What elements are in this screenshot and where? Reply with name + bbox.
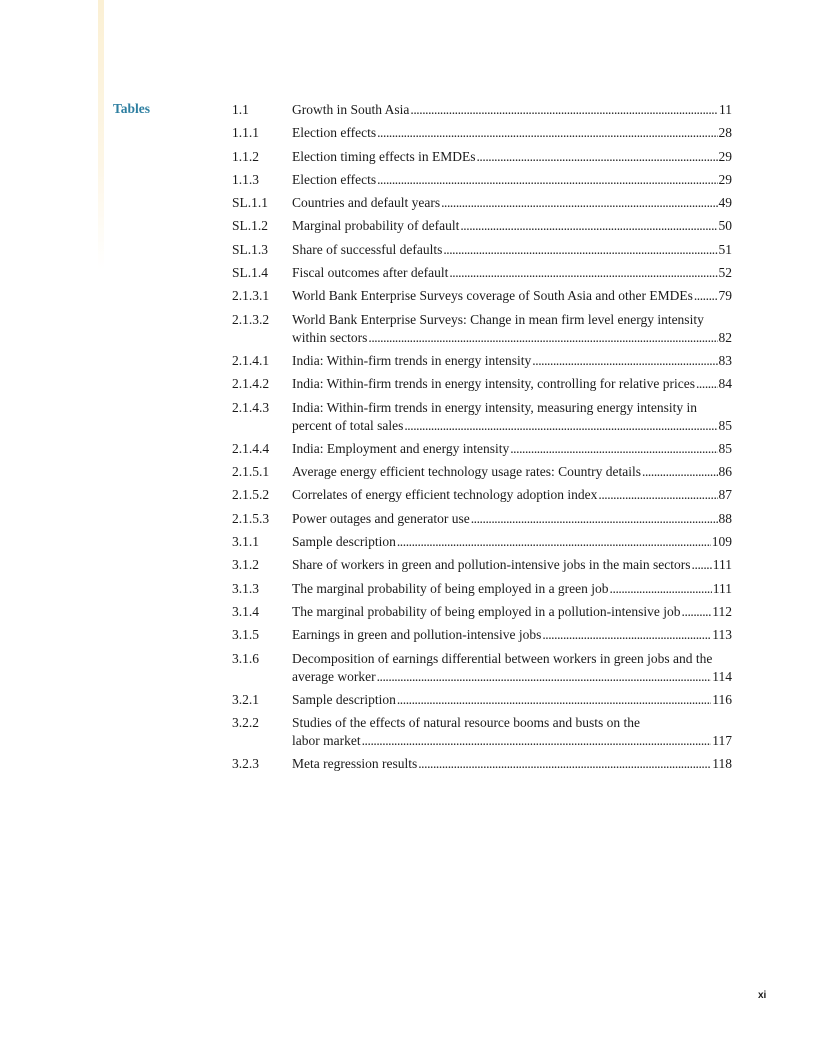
dot-leader xyxy=(460,217,717,235)
table-number: SL.1.3 xyxy=(232,241,269,257)
table-number: 3.1.6 xyxy=(232,650,259,666)
table-title: average worker xyxy=(292,668,376,684)
table-title: Meta regression results xyxy=(292,756,418,772)
page-reference: 109 xyxy=(711,534,732,550)
table-entry[interactable] xyxy=(232,311,732,347)
table-title: Share of workers in green and pollution-intensive jobs in the main sectors xyxy=(292,557,691,573)
table-title: Fiscal outcomes after default xyxy=(292,265,449,281)
dot-leader xyxy=(532,352,717,370)
dot-leader xyxy=(441,194,717,212)
table-entry[interactable] xyxy=(232,287,732,305)
dot-leader xyxy=(598,486,717,504)
table-title: Studies of the effects of natural resource booms and busts on the xyxy=(292,715,641,731)
table-entry[interactable] xyxy=(232,603,732,621)
page-reference: 83 xyxy=(718,352,732,368)
dot-leader xyxy=(476,148,717,166)
table-number: 2.1.5.2 xyxy=(232,487,270,503)
table-title: India: Within-firm trends in energy intensity, measuring energy intensity in xyxy=(292,399,698,415)
table-title: Growth in South Asia xyxy=(292,102,410,117)
section-label-tables: Tables xyxy=(113,101,151,116)
page-reference: 11 xyxy=(719,102,732,117)
table-title: Average energy efficient technology usage rates: Country details xyxy=(292,464,642,480)
table-entry[interactable] xyxy=(232,440,732,458)
dot-leader xyxy=(410,101,718,119)
table-entry[interactable] xyxy=(232,533,732,551)
page-reference: 111 xyxy=(712,580,732,596)
page-reference: 88 xyxy=(718,510,732,526)
table-title: Election effects xyxy=(292,125,377,141)
table-number: 3.1.1 xyxy=(232,534,259,550)
table-title: World Bank Enterprise Surveys: Change in mean firm level energy intensity xyxy=(292,311,704,327)
dot-leader xyxy=(642,463,717,481)
table-entry[interactable] xyxy=(232,626,732,644)
table-title: Decomposition of earnings differential between workers in green jobs and the xyxy=(292,650,713,666)
dot-leader xyxy=(443,241,717,259)
table-entry[interactable] xyxy=(232,486,732,504)
page-reference: 116 xyxy=(712,691,732,707)
table-entry[interactable] xyxy=(232,171,732,189)
table-entry[interactable] xyxy=(232,352,732,370)
table-title: Election effects xyxy=(292,171,377,187)
table-entry[interactable] xyxy=(232,580,732,598)
table-title: The marginal probability of being employed in a pollution-intensive job xyxy=(292,603,681,619)
dot-leader xyxy=(362,732,712,750)
dot-leader xyxy=(542,626,711,644)
table-title: percent of total sales xyxy=(292,417,404,433)
table-entry[interactable] xyxy=(232,650,732,686)
table-title: India: Employment and energy intensity xyxy=(292,440,510,456)
table-entry[interactable] xyxy=(232,148,732,166)
dot-leader xyxy=(377,171,717,189)
table-number: 2.1.5.3 xyxy=(232,510,270,526)
table-entry[interactable] xyxy=(232,217,732,235)
table-entry[interactable] xyxy=(232,755,732,773)
table-title: Election timing effects in EMDEs xyxy=(292,148,476,164)
dot-leader xyxy=(377,124,717,142)
table-number: SL.1.2 xyxy=(232,218,269,234)
dot-leader xyxy=(368,329,717,347)
page-reference: 113 xyxy=(712,627,732,643)
table-number: 2.1.4.3 xyxy=(232,399,270,415)
dot-leader xyxy=(397,533,711,551)
page-reference: 114 xyxy=(712,668,732,684)
table-entry[interactable] xyxy=(232,714,732,750)
table-entry[interactable] xyxy=(232,101,732,119)
table-number: 3.1.2 xyxy=(232,557,259,573)
table-title: India: Within-firm trends in energy intensity xyxy=(292,352,532,368)
dot-leader xyxy=(418,755,711,773)
table-number: 2.1.4.4 xyxy=(232,440,270,456)
dot-leader xyxy=(449,264,717,282)
table-number: 3.1.4 xyxy=(232,603,259,619)
page-reference: 85 xyxy=(718,440,732,456)
dot-leader xyxy=(610,580,712,598)
page-number: xi xyxy=(758,990,767,1001)
table-title: Power outages and generator use xyxy=(292,510,470,526)
table-list xyxy=(232,101,732,779)
table-entry[interactable] xyxy=(232,691,732,709)
table-number: 3.1.5 xyxy=(232,627,259,643)
page-reference: 86 xyxy=(718,464,732,480)
table-entry[interactable] xyxy=(232,375,732,393)
page-reference: 118 xyxy=(712,756,732,772)
page-reference: 29 xyxy=(718,171,732,187)
table-number: SL.1.4 xyxy=(232,265,269,281)
table-entry[interactable] xyxy=(232,241,732,259)
page-reference: 50 xyxy=(718,218,732,234)
page-edge-band xyxy=(98,0,104,270)
table-title: Marginal probability of default xyxy=(292,218,460,234)
table-title: Sample description xyxy=(292,534,396,550)
dot-leader xyxy=(471,510,718,528)
page-reference: 82 xyxy=(718,329,732,345)
table-entry[interactable] xyxy=(232,399,732,435)
table-title: World Bank Enterprise Surveys coverage of South Asia and other EMDEs xyxy=(292,288,693,304)
table-number: 1.1.2 xyxy=(232,148,259,164)
table-number: 2.1.4.1 xyxy=(232,352,270,368)
table-entry[interactable] xyxy=(232,194,732,212)
dot-leader xyxy=(682,603,712,621)
table-entry[interactable] xyxy=(232,510,732,528)
table-title: Correlates of energy efficient technology adoption index xyxy=(292,487,598,503)
table-entry[interactable] xyxy=(232,124,732,142)
table-number: 3.2.1 xyxy=(232,691,259,707)
table-title: The marginal probability of being employed in a green job xyxy=(292,580,609,596)
table-title: within sectors xyxy=(292,329,368,345)
table-title: India: Within-firm trends in energy intensity, controlling for relative prices xyxy=(292,376,695,392)
table-title: labor market xyxy=(292,733,361,749)
page-reference: 79 xyxy=(718,288,732,304)
table-title: Share of successful defaults xyxy=(292,241,443,257)
dot-leader xyxy=(696,375,718,393)
dot-leader xyxy=(692,556,712,574)
table-entry[interactable] xyxy=(232,463,732,481)
page-reference: 51 xyxy=(718,241,732,257)
table-number: 3.2.2 xyxy=(232,715,259,731)
page-reference: 111 xyxy=(712,557,732,573)
page-reference: 117 xyxy=(712,733,732,749)
dot-leader xyxy=(404,417,717,435)
table-number: 1.1.3 xyxy=(232,171,259,187)
table-number: SL.1.1 xyxy=(232,195,269,211)
page-reference: 84 xyxy=(718,376,732,392)
table-number: 1.1 xyxy=(232,102,249,117)
page-reference: 49 xyxy=(718,195,732,211)
page-reference: 29 xyxy=(718,148,732,164)
dot-leader xyxy=(510,440,717,458)
dot-leader xyxy=(397,691,711,709)
table-title: Countries and default years xyxy=(292,195,441,211)
page-reference: 28 xyxy=(718,125,732,141)
table-title: Earnings in green and pollution-intensive jobs xyxy=(292,627,542,643)
page-reference: 87 xyxy=(718,487,732,503)
table-number: 3.2.3 xyxy=(232,756,259,772)
dot-leader xyxy=(694,287,718,305)
table-entry[interactable] xyxy=(232,264,732,282)
table-number: 3.1.3 xyxy=(232,580,259,596)
table-entry[interactable] xyxy=(232,556,732,574)
table-number: 1.1.1 xyxy=(232,125,259,141)
dot-leader xyxy=(377,668,712,686)
table-title: Sample description xyxy=(292,691,396,707)
page-reference: 85 xyxy=(718,417,732,433)
table-number: 2.1.4.2 xyxy=(232,376,270,392)
table-number: 2.1.5.1 xyxy=(232,464,270,480)
table-number: 2.1.3.1 xyxy=(232,288,270,304)
page-reference: 52 xyxy=(718,265,732,281)
table-number: 2.1.3.2 xyxy=(232,311,270,327)
page-reference: 112 xyxy=(712,603,732,619)
